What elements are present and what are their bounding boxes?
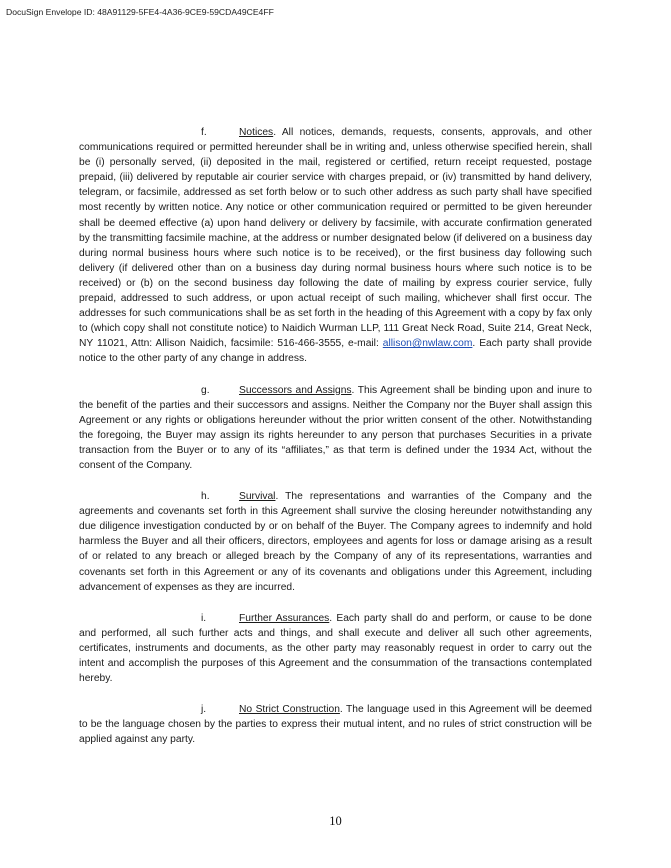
section-survival [79, 489, 592, 595]
section-letter: i. [201, 612, 207, 624]
page-number: 10 [329, 814, 342, 828]
section-letter: j. [201, 704, 207, 716]
section-text: . This Agreement shall be binding upon and inure to the benefit of the parties and their successors and assigns. Neither the Company nor the Buyer shall assign this Agreement or any rights or obligations hereunder without the prior written consent of the other. Notwithstanding the foregoing, the Buyer may assign its rights hereunder to any person that purchases Securities in a private transaction from the Buyer or to any of its “affiliates,” as that term is defined under the 1934 Act, without the consent of the Company. [79, 384, 592, 471]
section-letter: h. [201, 491, 210, 503]
section-heading: Survival [239, 491, 276, 503]
section-heading: Further Assurances [239, 612, 330, 624]
document-body [79, 125, 592, 763]
section-text-end: . Each party shall provide notice to the other party of any change in address. [79, 338, 592, 365]
section-text: . The language used in this Agreement will be deemed to be the language chosen by the parties to express their mutual intent, and no rules of strict construction will be applied against any party. [79, 704, 592, 746]
section-heading: Notices [239, 127, 274, 138]
section-text: . The representations and warranties of the Company and the agreements and covenants set forth in this Agreement shall survive the closing hereunder notwithstanding any due diligence investigation conducted by or on behalf of the Buyer. The Company agrees to indemnify and hold harmless the Buyer and all their officers, directors, employees and agents for loss or damage arising as a result of or related to any breach or alleged breach by the Company of any of its representations, warranties and covenants set forth in this Agreement or any of its covenants and obligations under this Agreement, including advancement of expenses as they are incurred. [79, 491, 592, 593]
section-successors-and-assigns [79, 383, 592, 474]
section-no-strict-construction [79, 702, 592, 747]
section-further-assurances [79, 611, 592, 686]
docusign-envelope-id: DocuSign Envelope ID: 48A91129-5FE4-4A36-9CE9-59CDA49CE4FF [6, 7, 274, 17]
section-letter: f. [201, 127, 207, 138]
section-notices [79, 125, 592, 367]
section-heading: No Strict Construction [239, 704, 340, 716]
section-text: . Each party shall do and perform, or cause to be done and performed, all such further acts and things, and shall execute and deliver all such other agreements, certificates, instruments and documents, as the other party may reasonably request in order to carry out the intent and accomplish the purposes of this Agreement and the consummation of the transactions contemplated hereby. [79, 612, 592, 685]
section-text: . All notices, demands, requests, consents, approvals, and other communications required or permitted hereunder shall be in writing and, unless otherwise specified herein, shall be (i) personally served, (ii) deposited in the mail, registered or certified, return receipt requested, postage prepaid, (iii) delivered by reputable air courier service with charges prepaid, or (iv) transmitted by hand delivery, telegram, or facsimile, addressed as set forth below or to such other address as such party shall have specified most recently by written notice. Any notice or other communication required or permitted to be given hereunder shall be deemed effective (a) upon hand delivery or delivery by facsimile, with accurate confirmation generated by the transmitting facsimile machine, at the address or number designated below (if delivered on a business day during normal business hours where such notice is to be received), or the first business day following such delivery (if delivered other than on a business day during normal business hours where such notice is to be received) or (b) on the second business day following the date of mailing by express courier service, fully prepaid, addressed to such address, or upon actual receipt of such mailing, whichever shall first occur. The addresses for such communications shall be as set forth in the heading of this Agreement with a copy by fax only to (which copy shall not constitute notice) to Naidich Wurman LLP, 111 Great Neck Road, Suite 214, Great Neck, NY 11021, Attn: Allison Naidich, facsimile: 516-466-3555, e-mail: [79, 127, 592, 350]
email-link[interactable]: allison@nwlaw.com [382, 338, 473, 350]
section-letter: g. [201, 384, 210, 396]
section-heading: Successors and Assigns [239, 384, 352, 396]
